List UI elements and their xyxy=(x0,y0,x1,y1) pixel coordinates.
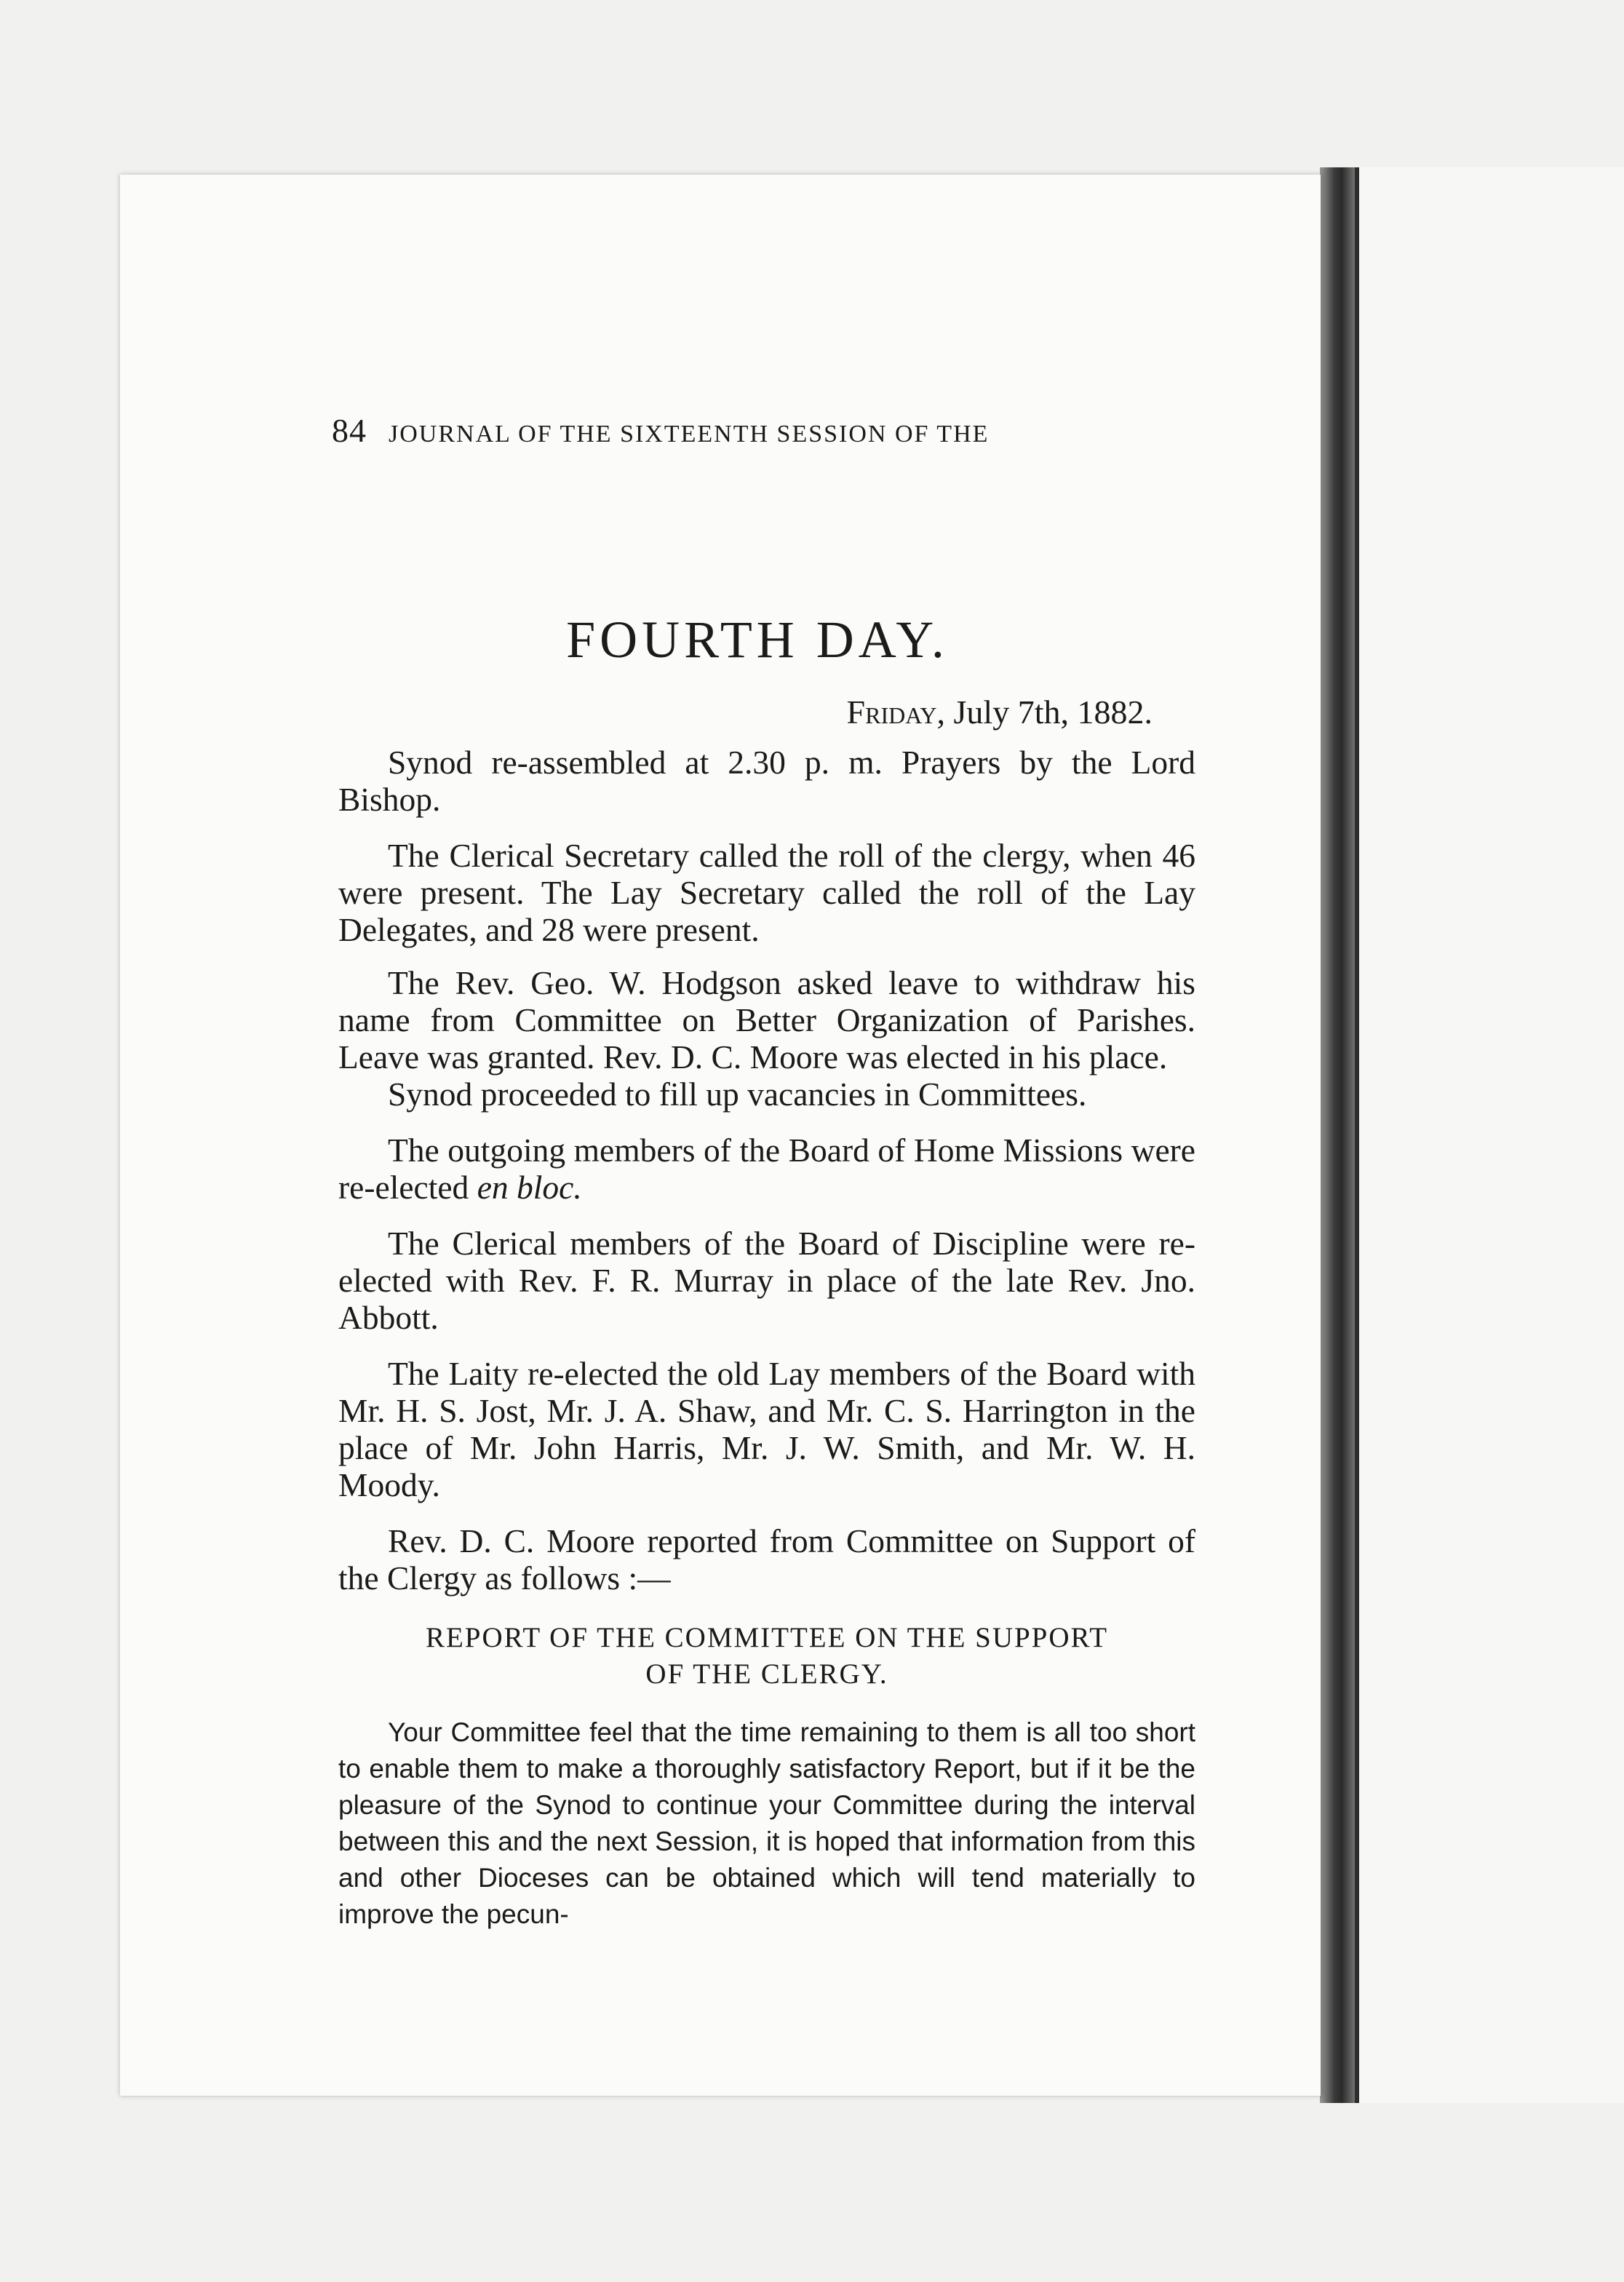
paragraph: The Clerical Secretary called the roll of the clergy, when 46 were present. The Lay Secretary called the roll of the Lay Delegates, and 28 were present. xyxy=(338,837,1195,948)
italic-phrase: en bloc. xyxy=(477,1169,582,1206)
page-number: 84 xyxy=(332,412,367,449)
running-head-text: JOURNAL OF THE SIXTEENTH SESSION OF THE xyxy=(389,421,990,448)
right-page xyxy=(1355,167,1624,2103)
paragraph: Synod re-assembled at 2.30 p. m. Prayers by the Lord Bishop. xyxy=(338,744,1195,818)
running-head xyxy=(332,411,989,450)
book-gutter xyxy=(1320,167,1356,2103)
day-title-text: FOURTH DAY. xyxy=(566,611,949,669)
paragraph: Synod proceeded to fill up vacancies in Committees. xyxy=(388,1076,1087,1113)
date-line xyxy=(847,693,1153,731)
paragraph: Rev. D. C. Moore reported from Committee on Support of the Clergy as follows :— xyxy=(338,1522,1195,1597)
report-body: Your Committee feel that the time remaining to them is all too short to enable them to make a thoroughly satisfactory Report, but if it be the pleasure of the Synod to continue your Committee during the interval between this and the next Session, it is hoped that information from this and other Dioceses can be obtained which will tend materially to improve the pecun- xyxy=(338,1717,1195,1929)
body-text xyxy=(338,744,1195,1952)
paragraph xyxy=(338,1132,1195,1206)
paragraph: The Laity re-elected the old Lay members of the Board with Mr. H. S. Jost, Mr. J. A. Shaw, and Mr. C. S. Harrington in the place of Mr. John Harris, Mr. J. W. Smith, and Mr. W. H. Moody. xyxy=(338,1355,1195,1503)
report-heading-line-1: REPORT OF THE COMMITTEE ON THE SUPPORT xyxy=(425,1622,1109,1653)
date-rest: July 7th, 1882. xyxy=(953,693,1153,731)
report-heading-line-2: OF THE CLERGY. xyxy=(645,1658,888,1690)
date-weekday: Friday, xyxy=(846,693,946,731)
paragraph: The Rev. Geo. W. Hodgson asked leave to withdraw his name from Committee on Better Organization of Parishes. Leave was granted. Rev. D. C. Moore was elected in his place. xyxy=(338,964,1195,1076)
report-heading xyxy=(338,1620,1195,1693)
paragraph: The Clerical members of the Board of Discipline were re-elected with Rev. F. R. Murray in place of the late Rev. Jno. Abbott. xyxy=(338,1225,1195,1336)
paragraph-text: The outgoing members of the Board of Home Missions were re-elected xyxy=(338,1132,1195,1206)
day-title xyxy=(0,610,1515,670)
